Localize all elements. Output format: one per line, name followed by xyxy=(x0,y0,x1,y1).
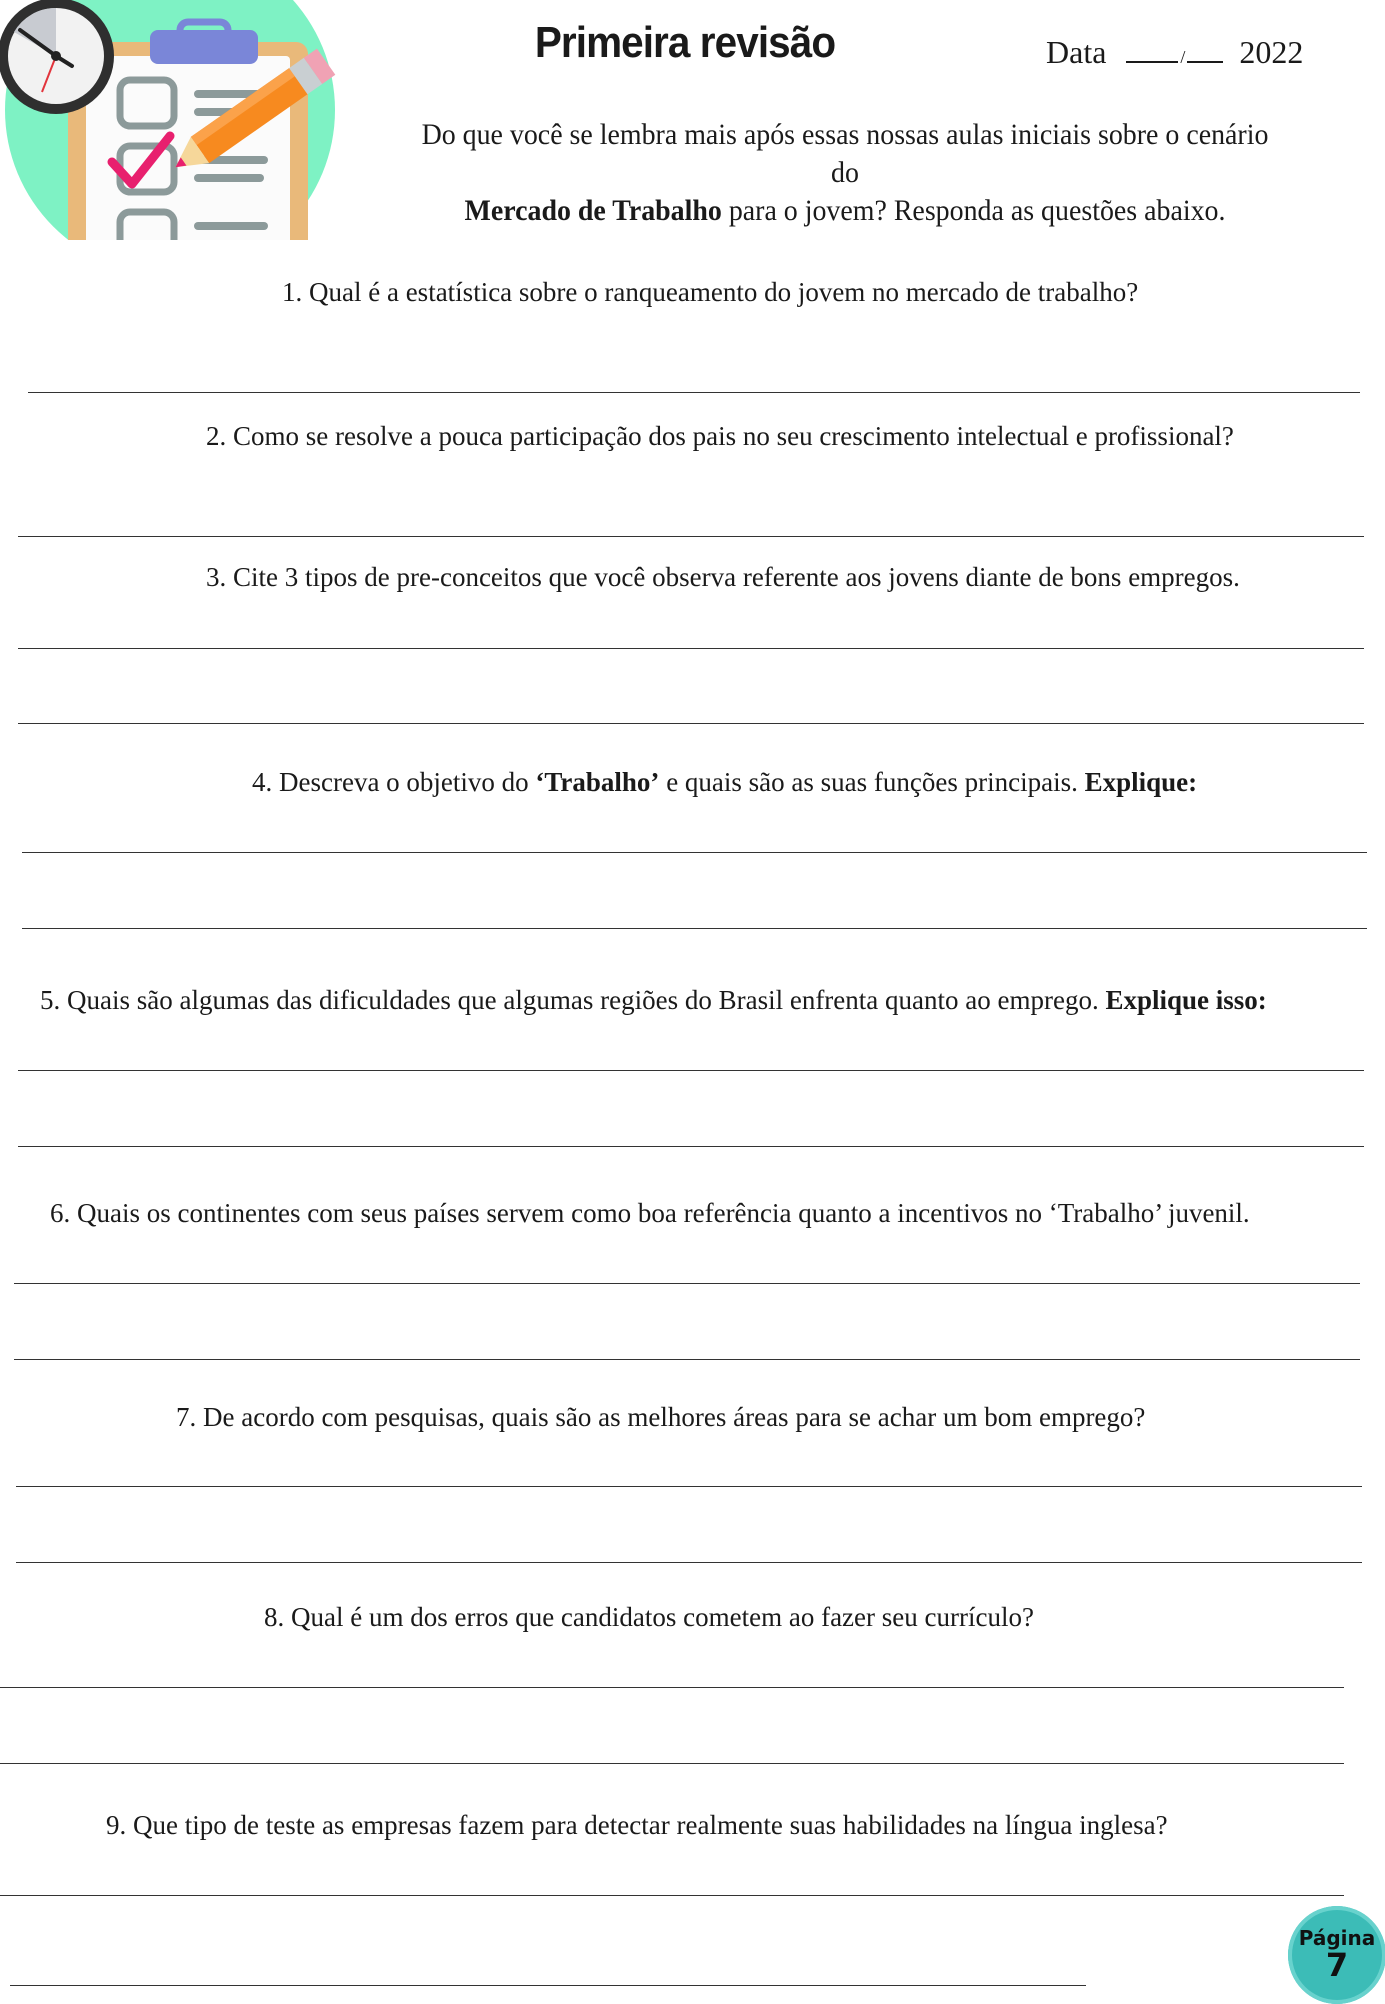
answer-line-4a[interactable] xyxy=(22,852,1367,853)
month-blank[interactable] xyxy=(1187,35,1223,63)
question-4-bold1: ‘Trabalho’ xyxy=(535,767,660,797)
answer-line-3b[interactable] xyxy=(18,723,1364,724)
answer-line-8b[interactable] xyxy=(0,1763,1344,1764)
answer-line-2a[interactable] xyxy=(18,536,1364,537)
date-field xyxy=(1046,34,1303,71)
question-5-part1: 5. Quais são algumas das dificuldades que algumas regiões do Brasil enfrenta quanto ao emprego. xyxy=(40,985,1099,1015)
intro-text-part2: para o jovem? Responda as questões abaixo. xyxy=(728,194,1226,227)
answer-line-7a[interactable] xyxy=(16,1486,1362,1487)
date-label: Data xyxy=(1046,34,1107,70)
question-5-bold: Explique isso: xyxy=(1105,985,1267,1015)
day-blank[interactable] xyxy=(1126,35,1178,63)
question-4-part1: 4. Descreva o objetivo do xyxy=(252,767,529,797)
intro-text-bold: Mercado de Trabalho xyxy=(464,194,722,227)
header-illustration xyxy=(0,0,340,240)
date-slash: / xyxy=(1180,47,1186,67)
answer-line-8a[interactable] xyxy=(0,1687,1344,1688)
intro-text xyxy=(413,116,1278,230)
answer-line-6b[interactable] xyxy=(14,1359,1360,1360)
page-number: 7 xyxy=(1325,1946,1349,1984)
date-year: 2022 xyxy=(1239,34,1304,70)
answer-line-4b[interactable] xyxy=(22,928,1367,929)
page-number-badge xyxy=(1288,1906,1385,2004)
question-4-bold2: Explique: xyxy=(1084,767,1198,797)
question-1: 1. Qual é a estatística sobre o ranqueamento do jovem no mercado de trabalho? xyxy=(282,277,1139,307)
question-9: 9. Que tipo de teste as empresas fazem para detectar realmente suas habilidades na língua inglesa? xyxy=(106,1810,1168,1840)
answer-line-1a[interactable] xyxy=(28,392,1360,393)
answer-line-7b[interactable] xyxy=(16,1562,1362,1563)
clock-icon xyxy=(0,0,114,114)
question-5 xyxy=(40,984,1267,1016)
question-6: 6. Quais os continentes com seus países servem como boa referência quanto a incentivos no ‘Trabalho’ juvenil. xyxy=(50,1198,1250,1228)
question-4-part2: e quais são as suas funções principais. xyxy=(666,767,1078,797)
question-3: 3. Cite 3 tipos de pre-conceitos que você observa referente aos jovens diante de bons empregos. xyxy=(206,562,1240,592)
question-7: 7. De acordo com pesquisas, quais são as melhores áreas para se achar um bom emprego? xyxy=(176,1402,1146,1432)
question-8: 8. Qual é um dos erros que candidatos cometem ao fazer seu currículo? xyxy=(264,1602,1034,1632)
intro-text-part1: Do que você se lembra mais após essas nossas aulas iniciais sobre o cenário do xyxy=(421,118,1269,189)
page-label: Página xyxy=(1298,1926,1376,1950)
answer-line-3a[interactable] xyxy=(18,648,1364,649)
answer-line-9b[interactable] xyxy=(10,1985,1086,1986)
answer-line-6a[interactable] xyxy=(14,1283,1360,1284)
page-title: Primeira revisão xyxy=(534,18,836,67)
question-2: 2. Como se resolve a pouca participação dos pais no seu crescimento intelectual e profissional? xyxy=(206,421,1234,451)
question-4 xyxy=(252,766,1197,798)
answer-line-5a[interactable] xyxy=(18,1070,1364,1071)
answer-line-9a[interactable] xyxy=(0,1895,1344,1896)
answer-line-5b[interactable] xyxy=(18,1146,1364,1147)
